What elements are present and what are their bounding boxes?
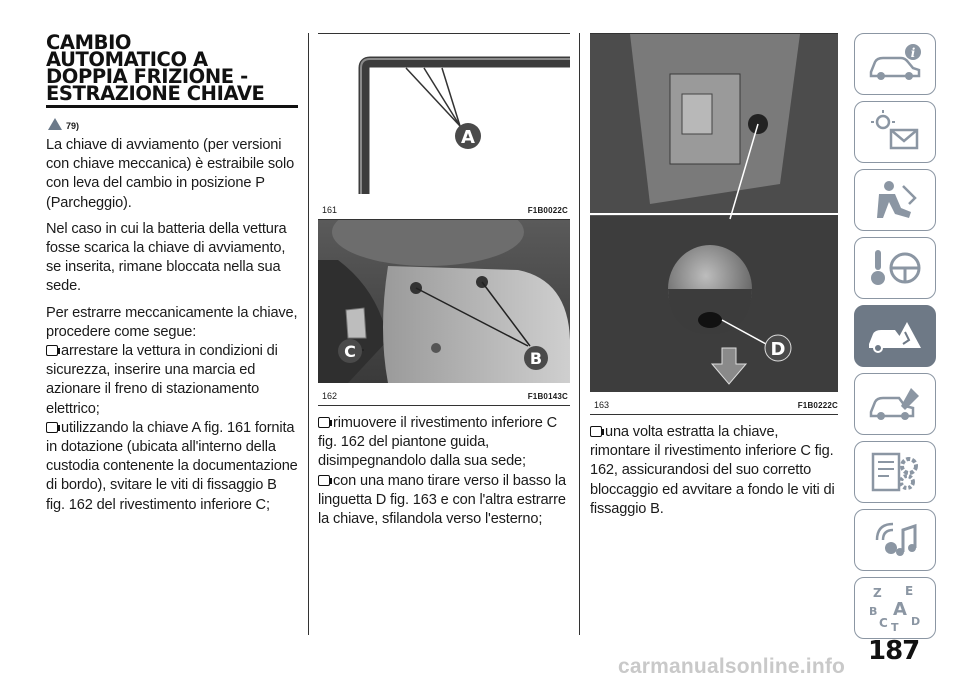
figure-bottom-rule	[318, 405, 570, 406]
title-line: ESTRAZIONE CHIAVE	[46, 82, 265, 105]
dashboard-lights-message-icon	[865, 110, 925, 154]
warning-ref-number: 79)	[66, 121, 80, 131]
svg-text:i: i	[910, 46, 916, 60]
technical-data-gears-icon	[865, 450, 925, 494]
chapter-sidebar	[854, 33, 936, 645]
text-column-1	[46, 31, 298, 515]
title-line: DOPPIA FRIZIONE -	[46, 65, 248, 88]
svg-text:D: D	[911, 615, 921, 628]
car-info-icon	[865, 42, 925, 86]
tab-dashboard-lights[interactable]	[854, 101, 936, 163]
watermark: carmanualsonline.info	[618, 655, 846, 678]
svg-text:A: A	[893, 599, 907, 620]
step-text: rimuovere il rivestimento inferiore C fig. 162 del piantone guida, disimpegnandolo dalla sua sede;	[318, 415, 557, 470]
bullet-icon	[318, 417, 330, 428]
title-underline	[46, 105, 298, 108]
key-release-tab-illustration	[590, 34, 838, 392]
bullet-icon	[590, 426, 602, 437]
column-divider	[579, 33, 580, 635]
svg-text:T: T	[891, 621, 899, 633]
svg-text:Z: Z	[873, 586, 882, 600]
figure-code: F1B0222C	[797, 400, 838, 410]
svg-text:B: B	[869, 605, 878, 618]
tab-car-info[interactable]	[854, 33, 936, 95]
tab-safety[interactable]	[854, 169, 936, 231]
procedure-intro: Per estrarre meccanicamente la chiave, procedere come segue:	[46, 304, 298, 340]
tab-starting-driving[interactable]	[854, 237, 936, 299]
safety-airbag-seat-icon	[865, 178, 925, 222]
section-title	[46, 31, 298, 105]
figure-number: 162	[322, 391, 338, 401]
svg-text:C: C	[879, 616, 888, 630]
step-item	[318, 472, 570, 530]
callout-label: A	[461, 127, 475, 148]
svg-text:E: E	[905, 584, 914, 598]
alphabetical-index-icon	[865, 583, 925, 633]
callout-label: D	[770, 339, 786, 360]
figure-162-caption	[318, 383, 570, 403]
figure-162	[318, 220, 570, 383]
step-text: con una mano tirare verso il basso la linguetta D fig. 163 e con l'altra estrarre la chiave, sfilandola verso l'esterno;	[318, 472, 566, 528]
text-column-3	[590, 33, 838, 519]
figure-code: F1B0022C	[527, 205, 568, 215]
car-maintenance-icon	[865, 382, 925, 426]
figure-number: 163	[594, 400, 610, 410]
tab-technical-data[interactable]	[854, 441, 936, 503]
figure-161-caption	[318, 197, 570, 217]
figure-163-caption	[590, 392, 838, 412]
step-text: arrestare la vettura in condizioni di sicurezza, inserire una marcia ed azionare il freno di stazionamento elettrico;	[46, 343, 278, 417]
title-line: CAMBIO	[46, 31, 132, 54]
warning-reference[interactable]	[48, 117, 298, 131]
figure-163	[590, 34, 838, 392]
step-item	[318, 414, 570, 472]
callout-label: B	[529, 349, 543, 368]
step-item	[590, 423, 838, 519]
title-line: AUTOMATICO A	[46, 48, 208, 71]
bullet-icon	[46, 422, 58, 433]
intro-paragraph: La chiave di avviamento (per versioni con chiave meccanica) è estraibile solo con leva del cambio in posizione P (Parcheggio).	[46, 137, 295, 211]
step-text: una volta estratta la chiave, rimontare il rivestimento inferiore C fig. 162, assicurandosi del suo corretto bloccaggio ed avvitare a fondo le viti di fissaggio B.	[590, 424, 835, 517]
allen-key-illustration	[318, 34, 570, 197]
tab-emergency[interactable]	[854, 305, 936, 367]
figure-bottom-rule	[590, 414, 838, 415]
step-text: utilizzando la chiave A fig. 161 fornita in dotazione (ubicata all'interno della custodia contenente la documentazione di bordo), svitare le viti di fissaggio B fig. 162 del rivestimento inferiore C;	[46, 419, 298, 513]
car-emergency-icon	[865, 314, 925, 358]
callout-label: C	[344, 342, 356, 361]
column-divider	[308, 33, 309, 635]
key-steering-wheel-icon	[865, 246, 925, 290]
tab-maintenance[interactable]	[854, 373, 936, 435]
tab-index[interactable]	[854, 577, 936, 639]
battery-paragraph: Nel caso in cui la batteria della vettura fosse scarica la chiave di avviamento, se inserita, rimane bloccata nella sua sede.	[46, 220, 287, 295]
bullet-icon	[46, 345, 58, 356]
multimedia-music-icon	[865, 518, 925, 562]
figure-number: 161	[322, 205, 338, 215]
steering-column-cover-illustration	[318, 220, 570, 383]
figure-code: F1B0143C	[527, 391, 568, 401]
tab-multimedia[interactable]	[854, 509, 936, 571]
warning-triangle-icon	[48, 118, 62, 130]
figure-161	[318, 34, 570, 197]
text-column-2	[318, 33, 570, 529]
step-item	[46, 419, 298, 515]
step-item	[46, 342, 298, 419]
page-number: 187	[868, 636, 920, 666]
bullet-icon	[318, 475, 330, 486]
